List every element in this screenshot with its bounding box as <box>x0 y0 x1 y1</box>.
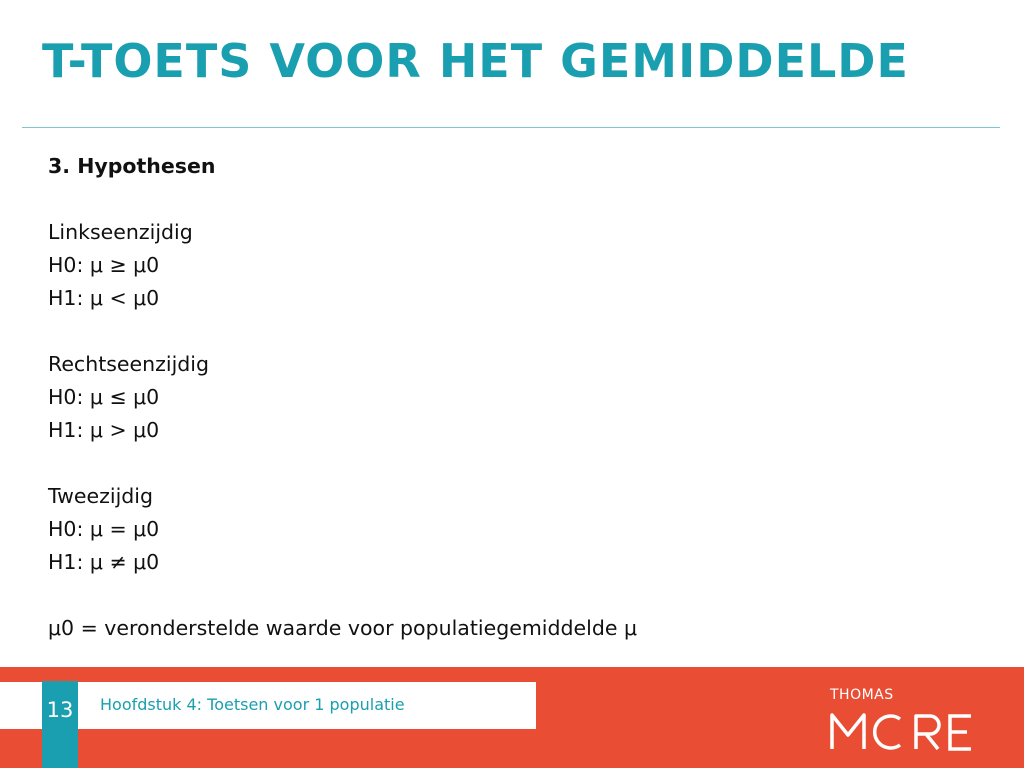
slide-title: T-TOETS VOOR HET GEMIDDELDE <box>42 34 909 88</box>
hypothesis-h0-left: H0: μ ≥ μ0 <box>48 253 160 277</box>
footer-chapter-title: Hoofdstuk 4: Toetsen voor 1 populatie <box>100 695 405 714</box>
hypothesis-h0-right: H0: μ ≤ μ0 <box>48 385 160 409</box>
hypothesis-h1-right: H1: μ > μ0 <box>48 418 160 442</box>
section-heading: 3. Hypothesen <box>48 154 216 178</box>
hypothesis-h0-two-sided: H0: μ = μ0 <box>48 517 160 541</box>
mu0-definition: μ0 = veronderstelde waarde voor populatiegemiddelde μ <box>48 616 638 640</box>
spacer <box>48 579 988 612</box>
spacer <box>48 183 988 216</box>
logo-wordmark-icon <box>826 707 982 755</box>
spacer <box>48 315 988 348</box>
hypothesis-label-left: Linkseenzijdig <box>48 220 193 244</box>
page-number: 13 <box>42 681 78 768</box>
thomas-more-logo <box>826 687 986 757</box>
slide-content <box>48 150 988 645</box>
logo-top-text: THOMAS <box>830 687 894 703</box>
hypothesis-h1-left: H1: μ < μ0 <box>48 286 160 310</box>
hypothesis-label-right: Rechtseenzijdig <box>48 352 210 376</box>
hypothesis-label-two-sided: Tweezijdig <box>48 484 153 508</box>
footer-bar <box>0 667 1024 768</box>
title-divider <box>22 127 1000 128</box>
spacer <box>48 447 988 480</box>
hypothesis-h1-two-sided: H1: μ ≠ μ0 <box>48 550 160 574</box>
